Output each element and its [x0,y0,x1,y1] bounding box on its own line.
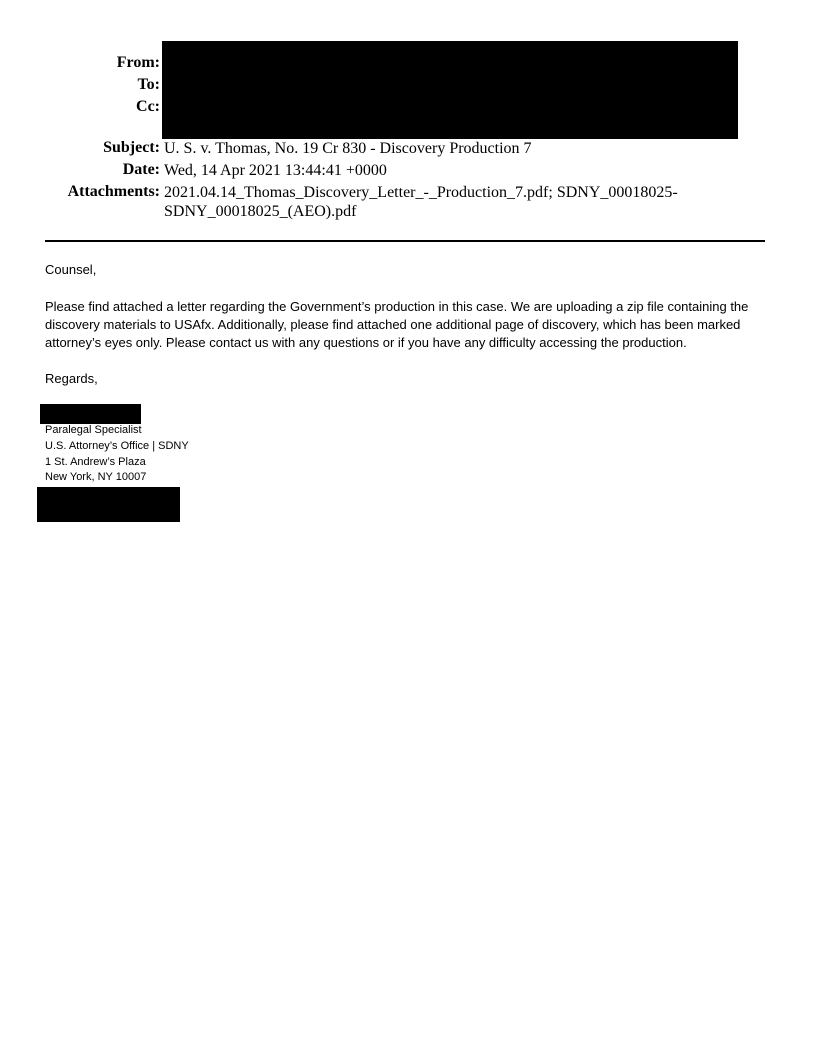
attachments-line-1: 2021.04.14_Thomas_Discovery_Letter_-_Production_7.pdf; SDNY_00018025- [164,184,678,201]
subject-value: U. S. v. Thomas, No. 19 Cr 830 - Discovery Production 7 [164,140,532,157]
from-label: From: [116,54,160,71]
signature-office: U.S. Attorney’s Office | SDNY [45,440,189,452]
attachments-line-2: SDNY_00018025_(AEO).pdf [164,203,357,220]
salutation: Counsel, [45,262,97,277]
signature-street: 1 St. Andrew’s Plaza [45,456,146,468]
signature-city: New York, NY 10007 [45,471,147,483]
to-label: To: [137,76,160,93]
redaction-block-recipients [162,41,738,139]
attachments-label: Attachments: [67,183,160,200]
cc-label: Cc: [136,98,160,115]
redaction-block-name [40,404,141,424]
subject-label: Subject: [103,139,160,156]
date-value: Wed, 14 Apr 2021 13:44:41 +0000 [164,162,387,179]
date-label: Date: [122,161,160,178]
header-divider [45,240,765,242]
redaction-block-contact [37,487,180,522]
closing: Regards, [45,371,98,386]
body-paragraph: Please find attached a letter regarding the Government’s production in this case. We are uploading a zip file containing the discovery materials to USAfx. Additionally, please find attached one additional page of discovery, which has been marked attorney’s eyes only. Please contact us with any questions or if you have any difficulty accessing the production. [45,299,749,350]
signature-title: Paralegal Specialist [45,424,142,436]
